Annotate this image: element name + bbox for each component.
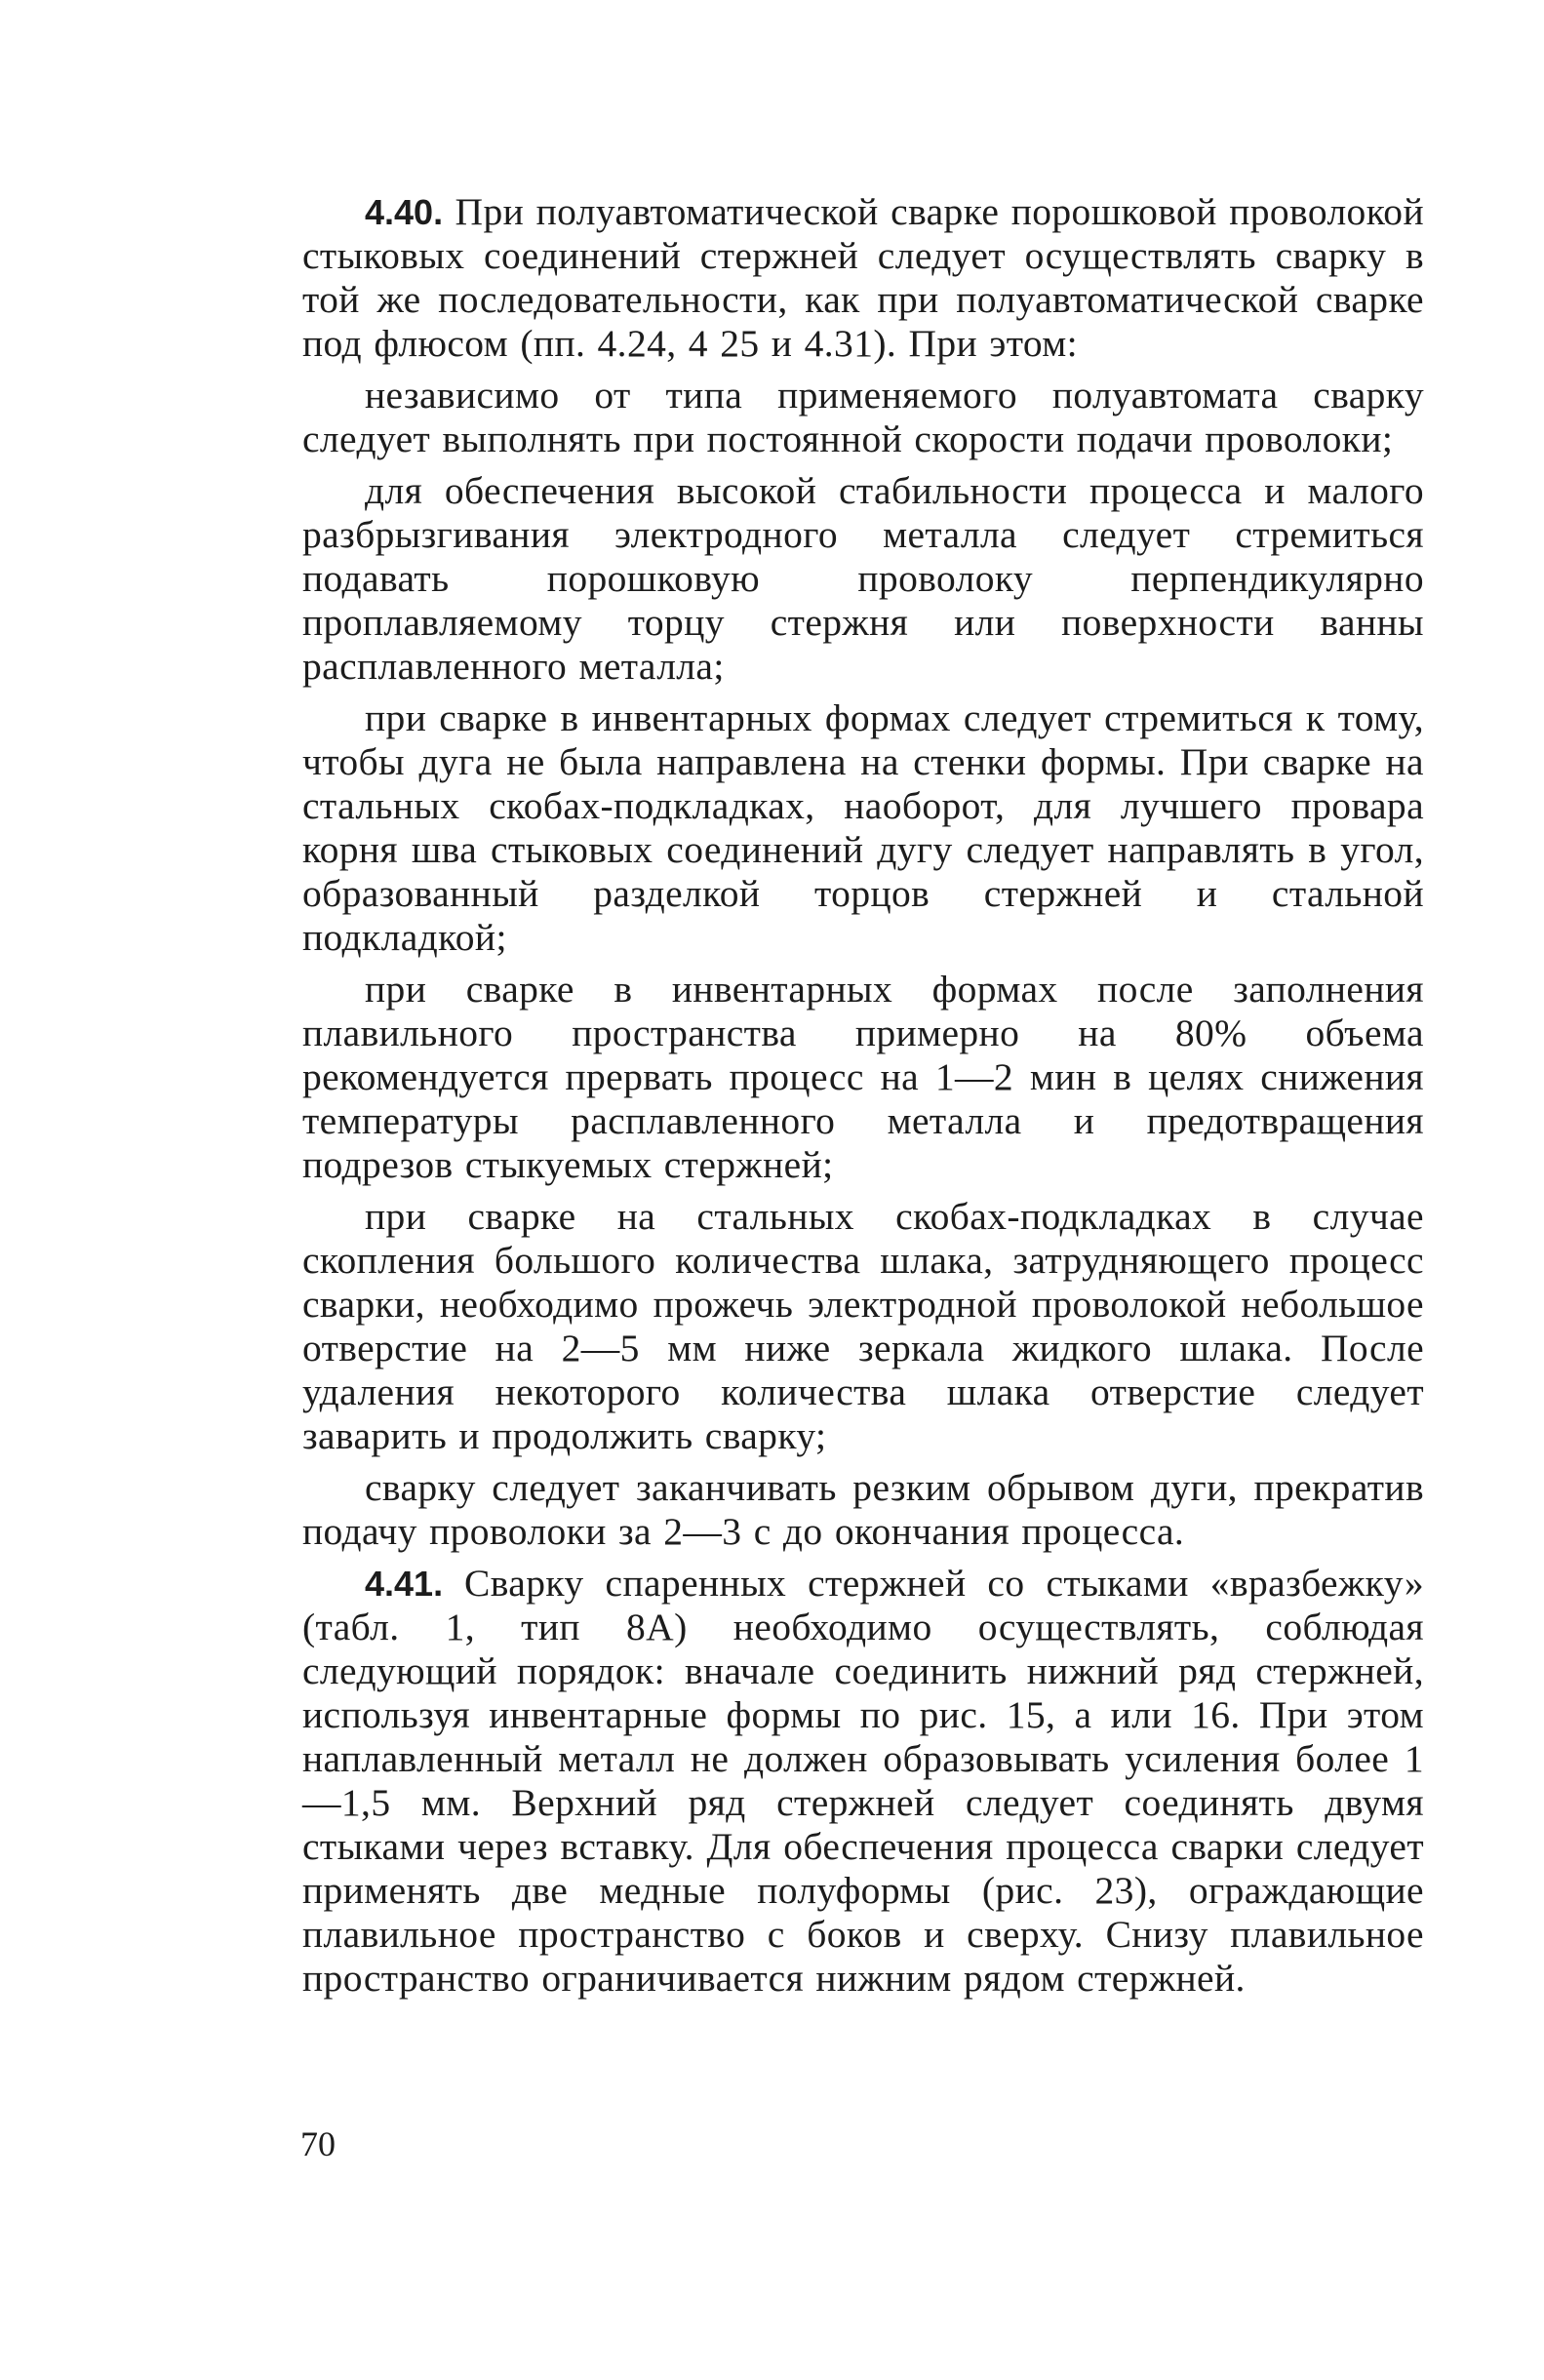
paragraph-4-40 bbox=[302, 190, 1424, 366]
paragraph-item: для обеспечения высокой стабильности процесса и малого разбрызгивания электродного металла следует стремиться подавать порошковую проволоку перпендикулярно проплавляемому торцу стержня или поверхности ванны расплавленного металла; bbox=[302, 469, 1424, 688]
paragraph-4-41 bbox=[302, 1562, 1424, 2001]
paragraph-item: при сварке на стальных скобах-подкладках в случае скопления большого количества шлака, затрудняющего процесс сварки, необходимо прожечь электродной проволокой небольшое отверстие на 2—5 мм ниже зеркала жидкого шлака. После удаления некоторого количества шлака отверстие следует заварить и продолжить сварку; bbox=[302, 1195, 1424, 1457]
section-number-4-41: 4.41. bbox=[365, 1564, 444, 1604]
paragraph-item: независимо от типа применяемого полуавтомата сварку следует выполнять при постоянной скорости подачи проволоки; bbox=[302, 374, 1424, 460]
paragraph-item: сварку следует заканчивать резким обрывом дуги, прекратив подачу проволоки за 2—3 с до окончания процесса. bbox=[302, 1466, 1424, 1553]
paragraph-item: при сварке в инвентарных формах после заполнения плавильного пространства примерно на 80% объема рекомендуется прервать процесс на 1—2 мин в целях снижения температуры расплавленного металла и предотвращения подрезов стыкуемых стержней; bbox=[302, 968, 1424, 1186]
section-number-4-40: 4.40. bbox=[365, 192, 444, 232]
paragraph-text: При полуавтоматической сварке порошковой проволокой стыковых соединений стержней следует осуществлять сварку в той же последовательности, как при полуавтоматической сварке под флюсом (пп. 4.24, 4 25 и 4.31). При этом: bbox=[302, 190, 1424, 365]
paragraph-item: при сварке в инвентарных формах следует стремиться к тому, чтобы дуга не была направлена на стенки формы. При сварке на стальных скобах-подкладках, наоборот, для лучшего провара корня шва стыковых соединений дугу следует направлять в угол, образованный разделкой торцов стержней и стальной подкладкой; bbox=[302, 696, 1424, 959]
page-number: 70 bbox=[300, 2124, 336, 2163]
paragraph-text: Сварку спаренных стержней со стыками «вразбежку» (табл. 1, тип 8А) необходимо осуществлять, соблюдая следующий порядок: вначале соединить нижний ряд стержней, используя инвентарные формы по рис. 15, а или 16. При этом наплавленный металл не должен образовывать усиления более 1—1,5 мм. Верхний ряд стержней следует соединять двумя стыками через вставку. Для обеспечения процесса сварки следует применять две медные полуформы (рис. 23), ограждающие плавильное пространство с боков и сверху. Снизу плавильное пространство ограничивается нижним рядом стержней. bbox=[302, 1562, 1424, 2000]
document-page bbox=[302, 190, 1424, 2008]
